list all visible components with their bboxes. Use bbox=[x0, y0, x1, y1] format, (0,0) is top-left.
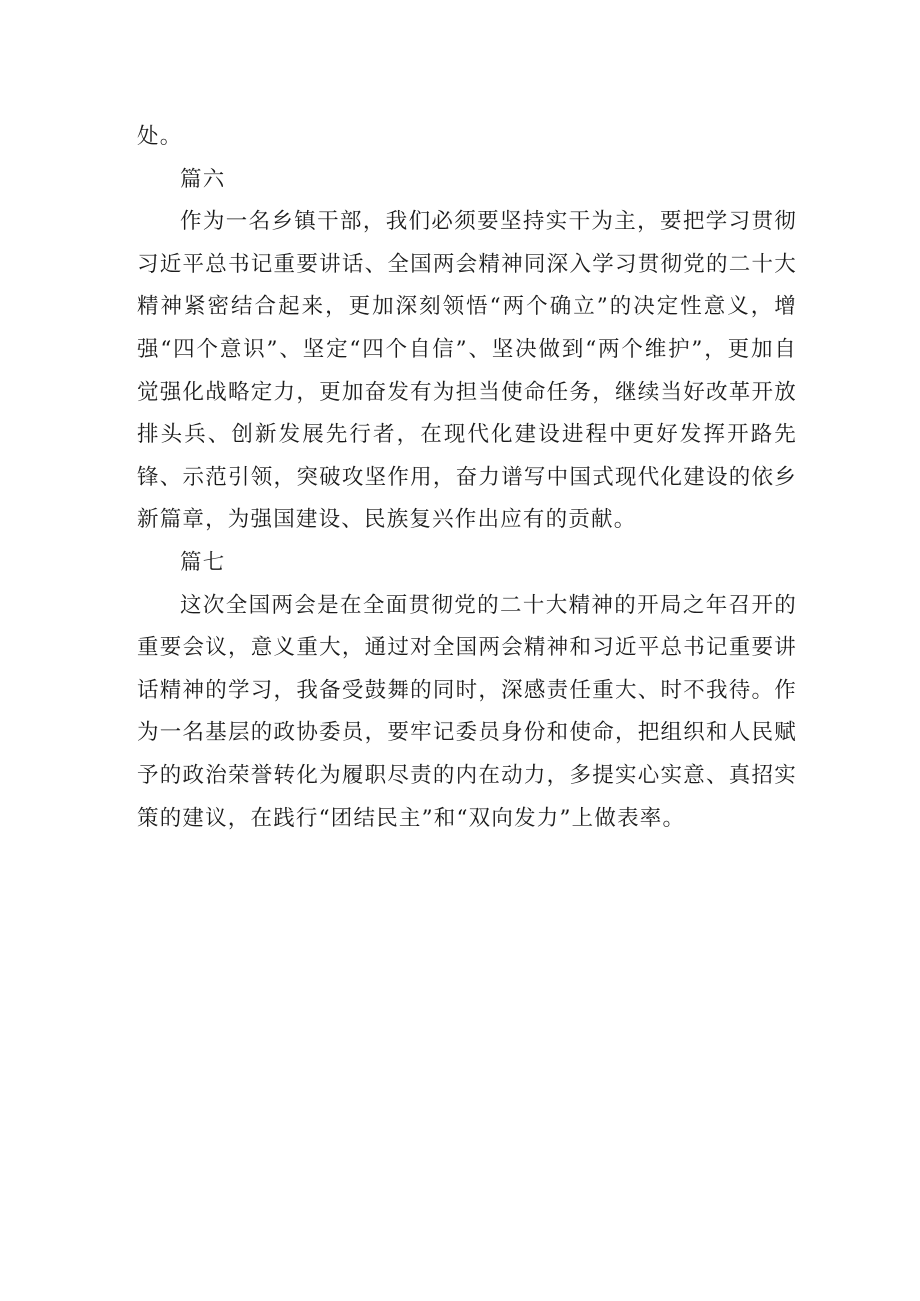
document-body bbox=[137, 116, 797, 840]
section-body-6: 作为一名乡镇干部，我们必须要坚持实干为主，要把学习贯彻习近平总书记重要讲话、全国两会精神同深入学习贯彻党的二十大精神紧密结合起来，更加深刻领悟“两个确立”的决定性意义，增强“四个意识”、坚定“四个自信”、坚决做到“两个维护”，更加自觉强化战略定力，更加奋发有为担当使命任务，继续当好改革开放排头兵、创新发展先行者，在现代化建设进程中更好发挥开路先锋、示范引领，突破攻坚作用，奋力谱写中国式现代化建设的依乡新篇章，为强国建设、民族复兴作出应有的贡献。 bbox=[137, 209, 797, 533]
continuation-text: 处。 bbox=[137, 124, 183, 149]
section-heading-7: 篇七 bbox=[180, 549, 226, 575]
section-heading-6: 篇六 bbox=[180, 166, 226, 192]
section-body-7: 这次全国两会是在全面贯彻党的二十大精神的开局之年召开的重要会议，意义重大，通过对全国两会精神和习近平总书记重要讲话精神的学习，我备受鼓舞的同时，深感责任重大、时不我待。作为一名基层的政协委员，要牢记委员身份和使命，把组织和人民赋予的政治荣誉转化为履职尽责的内在动力，多提实心实意、真招实策的建议，在践行“团结民主”和“双向发力”上做表率。 bbox=[137, 592, 797, 831]
